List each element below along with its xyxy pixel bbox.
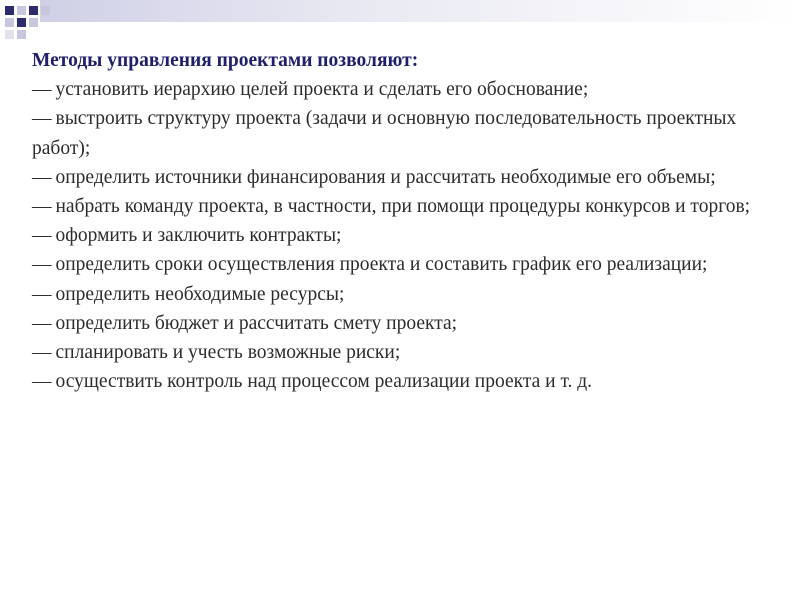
deco-square (17, 30, 26, 39)
dash-bullet: — (32, 283, 52, 305)
list-item (32, 221, 792, 250)
list-item (32, 104, 792, 162)
dash-bullet: — (32, 254, 52, 276)
list-item (32, 309, 792, 338)
list-item (32, 192, 792, 221)
corner-decoration (0, 0, 70, 50)
list-item (32, 163, 792, 192)
list-item (32, 367, 792, 396)
deco-square (41, 6, 50, 15)
deco-square (17, 6, 26, 15)
top-decorative-bar (40, 0, 800, 22)
deco-square (29, 6, 38, 15)
list-item-text: спланировать и учесть возможные риски; (55, 342, 401, 364)
list-item-text: выстроить структуру проекта (задачи и основную последовательность проектных работ); (32, 108, 737, 159)
list-item-text: оформить и заключить контракты; (55, 225, 342, 247)
list-item-text: установить иерархию целей проекта и сделать его обоснование; (55, 79, 589, 101)
list-item (32, 75, 792, 104)
list-item (32, 250, 792, 279)
slide-heading: Методы управления проектами позволяют: (32, 50, 419, 71)
dash-bullet: — (32, 225, 52, 247)
list-item-text: определить сроки осуществления проекта и составить график его реализации; (55, 254, 708, 276)
list-item-text: набрать команду проекта, в частности, при помощи процедуры конкурсов и торгов; (55, 196, 751, 218)
list-item-text: осуществить контроль над процессом реализации проекта и т. д. (55, 371, 593, 393)
dash-bullet: — (32, 196, 52, 218)
dash-bullet: — (32, 108, 52, 130)
deco-square (5, 18, 14, 27)
deco-square (5, 6, 14, 15)
list-item (32, 338, 792, 367)
deco-square (17, 18, 26, 27)
dash-bullet: — (32, 166, 52, 188)
slide-content (32, 46, 792, 396)
dash-bullet: — (32, 312, 52, 334)
dash-bullet: — (32, 371, 52, 393)
list-item (32, 280, 792, 309)
list-item-text: определить бюджет и рассчитать смету проекта; (55, 312, 458, 334)
list-item-text: определить источники финансирования и рассчитать необходимые его объемы; (55, 166, 716, 188)
dash-bullet: — (32, 342, 52, 364)
deco-square (29, 18, 38, 27)
list-item-text: определить необходимые ресурсы; (55, 283, 345, 305)
deco-square (5, 30, 14, 39)
dash-bullet: — (32, 79, 52, 101)
